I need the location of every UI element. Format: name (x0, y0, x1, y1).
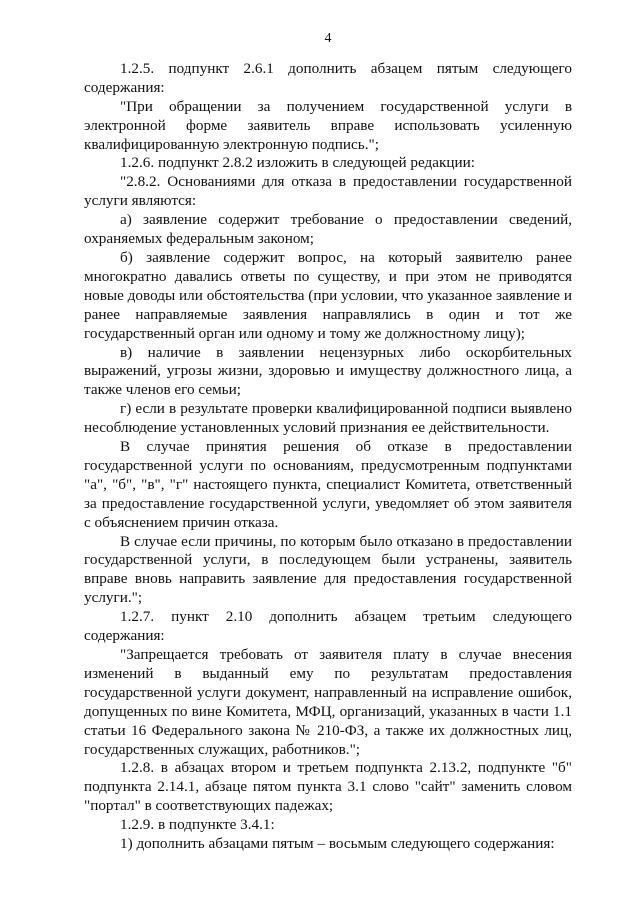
paragraph-reapply: В случае если причины, по которым было отказано в предоставлении государственной услуги, в последующем были устранены, заявитель вправе вновь направить заявление для предоставления государственной услуги."; (84, 532, 572, 607)
list-item-a: а) заявление содержит требование о предоставлении сведений, охраняемых федеральным законом; (84, 211, 572, 248)
list-item-g: г) если в результате проверки квалифицированной подписи выявлено несоблюдение установленных условий признания ее действительности. (84, 400, 572, 437)
paragraph-1-2-9-item-1: 1) дополнить абзацами пятым – восьмым следующего содержания: (120, 835, 555, 853)
page-number: 4 (324, 31, 332, 46)
paragraph-1-2-7: 1.2.7. пункт 2.10 дополнить абзацем третьим следующего содержания: (84, 608, 572, 645)
document-page (84, 30, 572, 854)
paragraph-quote-electronic-signature: "При обращении за получением государственной услуги в электронной форме заявитель вправе использовать усиленную квалифицированную электронную подпись."; (84, 97, 572, 153)
paragraph-1-2-9: 1.2.9. в подпункте 3.4.1: (120, 816, 275, 834)
paragraph-1-2-8: 1.2.8. в абзацах втором и третьем подпункта 2.13.2, подпункте "б" подпункта 2.14.1, абзаце пятом пункта 3.1 слово "сайт" заменить словом "портал" в соответствующих падежах; (84, 759, 572, 815)
document-body (84, 60, 572, 854)
paragraph-2-8-2: "2.8.2. Основаниями для отказа в предоставлении государственной услуги являются: (84, 173, 572, 210)
paragraph-1-2-5: 1.2.5. подпункт 2.6.1 дополнить абзацем пятым следующего содержания: (84, 59, 572, 96)
list-item-b: б) заявление содержит вопрос, на который заявителю ранее многократно давались ответы по существу, и при этом не приводятся новые доводы или обстоятельства (при условии, что указанное заявление и ранее направляемые заявления направлялись в один и тот же государственный орган или одному и тому же должностному лицу); (84, 248, 572, 342)
paragraph-refusal-notice: В случае принятия решения об отказе в предоставлении государственной услуги по основаниям, предусмотренным подпунктами "а", "б", "в", "г" настоящего пункта, специалист Комитета, ответственный за предоставление государственной услуги, уведомляет об этом заявителя с объяснением причин отказа. (84, 438, 572, 531)
paragraph-1-2-6: 1.2.6. подпункт 2.8.2 изложить в следующей редакции: (120, 154, 475, 172)
list-item-v: в) наличие в заявлении нецензурных либо оскорбительных выражений, угрозы жизни, здоровью и имуществу должностного лица, а также членов его семьи; (84, 343, 572, 399)
paragraph-quote-fee-prohibition: "Запрещается требовать от заявителя плату в случае внесения изменений в выданный ему по результатам предоставления государственной услуги документ, направленный на исправление ошибок, допущенных по вине Комитета, МФЦ, организаций, указанных в части 1.1 статьи 16 Федерального закона № 210-ФЗ, а также их должностных лиц, государственных служащих, работников."; (84, 646, 572, 758)
